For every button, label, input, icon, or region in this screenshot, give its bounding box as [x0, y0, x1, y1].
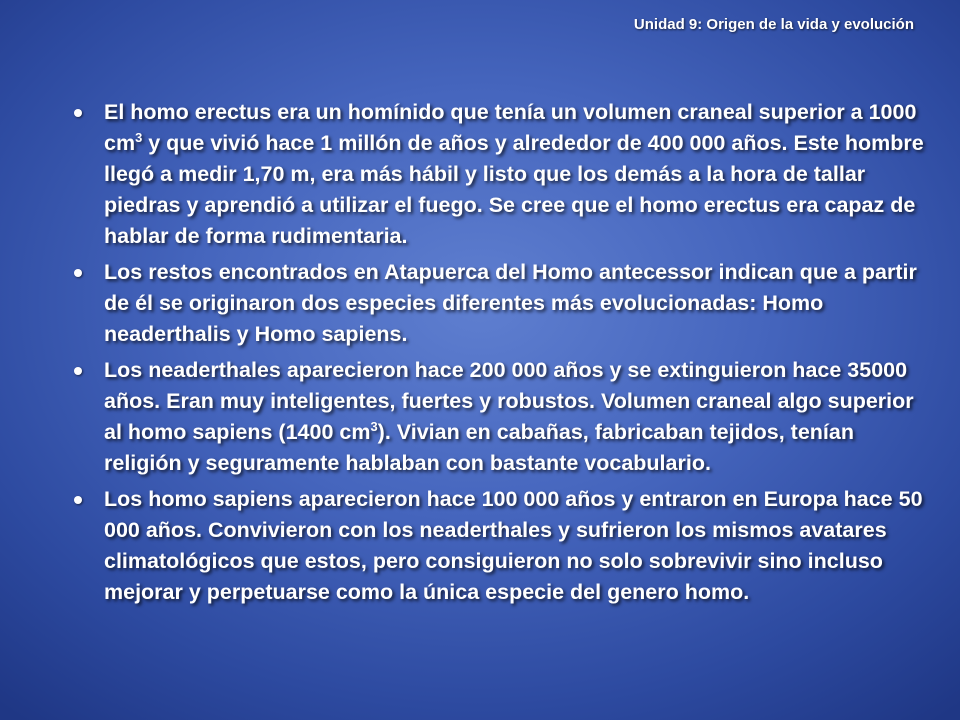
bullet-atapuerca — [72, 257, 927, 350]
superscript: 3 — [135, 129, 143, 145]
bullet-list — [72, 97, 927, 613]
superscript: 3 — [370, 418, 378, 434]
bullet-dot-icon — [74, 269, 82, 277]
bullet-neaderthales — [72, 355, 927, 479]
bullet-text: Los neaderthales aparecieron hace 200 000 años y se extinguieron hace 35000 años. Eran muy inteligentes, fuertes y robustos. Volumen craneal algo superior al homo sapiens (1400 cm — [104, 358, 914, 444]
bullet-text: El homo erectus era un homínido que tenía un volumen craneal superior a 1000 cm — [104, 100, 917, 155]
bullet-text: ). Vivian en cabañas, fabricaban tejidos, tenían religión y seguramente hablaban con bastante vocabulario. — [104, 420, 854, 475]
bullet-dot-icon — [74, 367, 82, 375]
bullet-dot-icon — [74, 109, 82, 117]
bullet-homo-erectus — [72, 97, 927, 252]
bullet-text: Los restos encontrados en Atapuerca del Homo antecessor indican que a partir de él se originaron dos especies diferentes más evolucionadas: Homo neaderthalis y Homo sapiens. — [104, 260, 917, 346]
bullet-text: y que vivió hace 1 millón de años y alrededor de 400 000 años. Este hombre llegó a medir 1,70 m, era más hábil y listo que los demás a la hora de tallar piedras y aprendió a utilizar el fuego. Se cree que el homo erectus era capaz de hablar de forma rudimentaria. — [104, 131, 924, 248]
slide-header-title: Unidad 9: Origen de la vida y evolución — [633, 16, 914, 33]
bullet-homo-sapiens — [72, 484, 927, 608]
bullet-text: Los homo sapiens aparecieron hace 100 000 años y entraron en Europa hace 50 000 años. Convivieron con los neaderthales y sufrieron los mismos avatares climatológicos que estos, pero consiguieron no solo sobrevivir sino incluso mejorar y perpetuarse como la única especie del genero homo. — [104, 487, 923, 604]
bullet-dot-icon — [74, 496, 82, 504]
